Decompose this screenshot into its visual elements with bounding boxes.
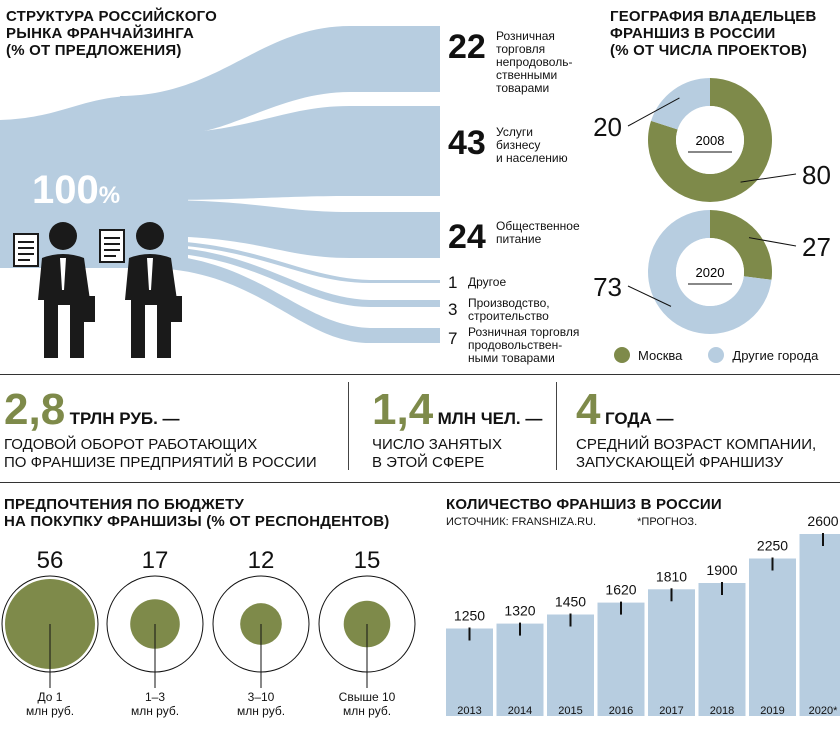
- legend-label-moscow: Москва: [638, 347, 683, 363]
- franchise-year-label: 2019: [760, 705, 785, 717]
- franchise-year-label: 2018: [709, 705, 735, 717]
- donut-value-label: 80: [802, 160, 831, 190]
- franchise-value-label: 1620: [605, 581, 637, 598]
- budget-category-label: млн руб.: [130, 704, 180, 718]
- franchises-source: ИСТОЧНИК: FRANSHIZA.RU. *ПРОГНОЗ.: [446, 516, 698, 528]
- franchise-year-label: 2014: [507, 705, 533, 717]
- geography-legend: [614, 347, 818, 363]
- franchise-year-label: 2016: [608, 705, 634, 717]
- franchise-year-label: 2020*: [808, 705, 838, 717]
- franchise-bar: [497, 624, 544, 716]
- franchise-bar: [699, 583, 746, 716]
- donut-year-label: 2020: [695, 265, 725, 280]
- budget-value-label: 17: [141, 547, 169, 574]
- franchise-value-label: 2250: [756, 537, 789, 554]
- budget-category-label: 3–10: [247, 690, 275, 704]
- budget-category-label: Свыше 10: [338, 690, 396, 704]
- divider: [0, 374, 840, 375]
- franchise-year-label: 2017: [659, 705, 684, 717]
- legend-swatch-moscow: [614, 347, 630, 363]
- franchise-bar: [749, 559, 796, 717]
- budget-category-label: До 1: [37, 690, 63, 704]
- stat-employed: 1,4 МЛН ЧЕЛ. — ЧИСЛО ЗАНЯТЫХ В ЭТОЙ СФЕРЕ: [372, 385, 543, 471]
- flow-band-24: [150, 200, 440, 258]
- franchise-value-label: 1250: [453, 607, 486, 624]
- franchise-value-label: 1450: [554, 593, 587, 610]
- segment-24: 24 Общественное питание: [448, 218, 580, 256]
- franchises-title: КОЛИЧЕСТВО ФРАНШИЗ В РОССИИ: [446, 496, 722, 513]
- budget-value-label: 15: [353, 547, 381, 574]
- structure-title: СТРУКТУРА РОССИЙСКОГО РЫНКА ФРАНЧАЙЗИНГА (% ОТ ПРЕДЛОЖЕНИЯ): [6, 8, 217, 59]
- budget-category-label: 1–3: [144, 690, 166, 704]
- budget-value-label: 56: [36, 547, 64, 574]
- budget-category-label: млн руб.: [236, 704, 286, 718]
- legend-swatch-other: [708, 347, 724, 363]
- franchise-value-label: 2600: [807, 513, 839, 529]
- franchise-bar: [446, 629, 493, 717]
- segment-3: 3 Производство, строительство: [448, 296, 550, 323]
- divider: [556, 382, 557, 470]
- franchise-bar: [547, 615, 594, 717]
- franchise-year-label: 2015: [558, 705, 583, 717]
- donut-year-label: 2008: [695, 133, 725, 148]
- franchise-bar: [800, 534, 840, 716]
- segment-43: 43 Услуги бизнесу и населению: [448, 124, 568, 165]
- budget-chart: [0, 540, 420, 729]
- budget-category-label: млн руб.: [25, 704, 75, 718]
- geography-title: ГЕОГРАФИЯ ВЛАДЕЛЬЦЕВ ФРАНШИЗ В РОССИИ (% ОТ ЧИСЛА ПРОЕКТОВ): [610, 8, 817, 59]
- total-percent: 100%: [32, 168, 121, 212]
- donut-value-label: 73: [593, 272, 622, 302]
- divider: [0, 482, 840, 483]
- donut-charts: [590, 60, 840, 360]
- franchise-value-label: 1900: [706, 562, 738, 578]
- segment-22: 22 Розничная торговля непродоволь- ственными товарами: [448, 28, 573, 95]
- budget-title: ПРЕДПОЧТЕНИЯ ПО БЮДЖЕТУ НА ПОКУПКУ ФРАНШИЗЫ (% ОТ РЕСПОНДЕНТОВ): [4, 496, 390, 530]
- legend-label-other: Другие города: [732, 347, 819, 363]
- donut-value-label: 20: [593, 112, 622, 142]
- stat-turnover: 2,8 ТРЛН РУБ. — ГОДОВОЙ ОБОРОТ РАБОТАЮЩИХ ПО ФРАНШИЗЕ ПРЕДПРИЯТИЙ В РОССИИ: [4, 385, 317, 471]
- franchise-year-label: 2013: [457, 705, 482, 717]
- segment-7: 7 Розничная торговля продовольствен- ными товарами: [448, 325, 580, 365]
- franchise-bar-chart: [440, 500, 840, 729]
- franchise-bar: [598, 603, 645, 716]
- stat-company-age: 4 ГОДА — СРЕДНИЙ ВОЗРАСТ КОМПАНИИ, ЗАПУСКАЮЩЕЙ ФРАНШИЗУ: [576, 385, 817, 471]
- budget-value-label: 12: [247, 547, 275, 574]
- franchise-value-label: 1810: [655, 568, 688, 585]
- franchise-bar: [648, 589, 695, 716]
- divider: [348, 382, 349, 470]
- segment-1: 1 Другое: [448, 273, 507, 292]
- franchise-value-label: 1320: [504, 602, 536, 619]
- donut-value-label: 27: [802, 232, 831, 262]
- budget-category-label: млн руб.: [342, 704, 392, 718]
